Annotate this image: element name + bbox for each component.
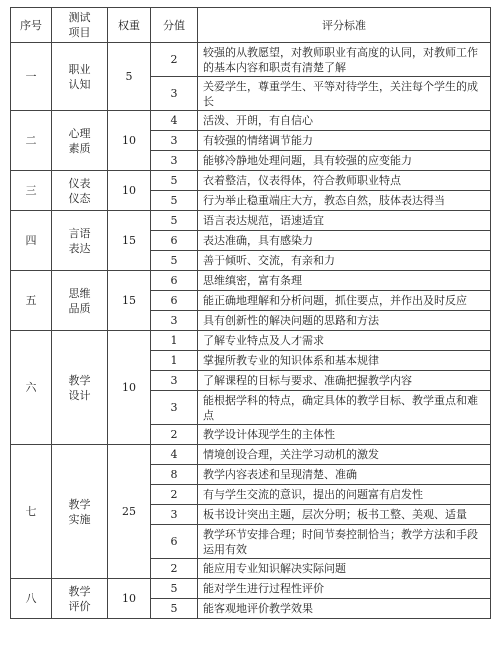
row-score: 1 [151,351,198,371]
group-item: 职业 认知 [52,43,108,111]
row-standard: 行为举止稳重端庄大方，教态自然，肢体表达得当 [198,191,491,211]
row-score: 4 [151,445,198,465]
row-standard: 关爱学生，尊重学生、平等对待学生，关注每个学生的成长 [198,77,491,111]
row-score: 2 [151,485,198,505]
row-standard: 能根据学科的特点，确定具体的教学目标、教学重点和难点 [198,391,491,425]
group-item: 思维 品质 [52,271,108,331]
header-item: 测试 项目 [52,8,108,43]
row-score: 4 [151,111,198,131]
scoring-table [10,7,491,619]
row-standard: 有与学生交流的意识，提出的问题富有启发性 [198,485,491,505]
group-weight: 15 [108,211,151,271]
group-weight: 10 [108,331,151,445]
table-body [11,43,491,619]
row-standard: 能对学生进行过程性评价 [198,579,491,599]
row-score: 8 [151,465,198,485]
row-score: 5 [151,211,198,231]
row-standard: 衣着整洁，仪表得体，符合教师职业特点 [198,171,491,191]
group-item: 仪表 仪态 [52,171,108,211]
header-weight: 权重 [108,8,151,43]
row-standard: 教学环节安排合理；时间节奏控制恰当；教学方法和手段运用有效 [198,525,491,559]
group-index: 六 [11,331,52,445]
table-row [11,445,491,465]
row-score: 5 [151,251,198,271]
row-standard: 表达准确，具有感染力 [198,231,491,251]
table-row [11,271,491,291]
group-index: 一 [11,43,52,111]
row-score: 3 [151,77,198,111]
group-index: 三 [11,171,52,211]
row-standard: 情境创设合理，关注学习动机的激发 [198,445,491,465]
group-index: 二 [11,111,52,171]
table-row [11,579,491,599]
group-weight: 10 [108,111,151,171]
row-standard: 有较强的情绪调节能力 [198,131,491,151]
row-standard: 板书设计突出主题，层次分明；板书工整、美观、适量 [198,505,491,525]
row-standard: 较强的从教愿望，对教师职业有高度的认同，对教师工作的基本内容和职责有清楚了解 [198,43,491,77]
row-standard: 活泼、开朗，有自信心 [198,111,491,131]
group-item: 心理 素质 [52,111,108,171]
group-item: 教学 设计 [52,331,108,445]
row-score: 5 [151,171,198,191]
group-weight: 10 [108,171,151,211]
row-standard: 能应用专业知识解决实际问题 [198,559,491,579]
row-score: 3 [151,371,198,391]
group-index: 八 [11,579,52,619]
row-standard: 能够冷静地处理问题，具有较强的应变能力 [198,151,491,171]
row-score: 6 [151,525,198,559]
group-item: 教学 实施 [52,445,108,579]
row-standard: 善于倾听、交流，有亲和力 [198,251,491,271]
row-score: 3 [151,391,198,425]
row-score: 6 [151,271,198,291]
row-standard: 教学内容表述和呈现清楚、准确 [198,465,491,485]
group-weight: 5 [108,43,151,111]
row-standard: 能客观地评价教学效果 [198,599,491,619]
row-score: 3 [151,505,198,525]
group-index: 五 [11,271,52,331]
group-weight: 10 [108,579,151,619]
group-weight: 25 [108,445,151,579]
row-score: 3 [151,311,198,331]
row-score: 5 [151,599,198,619]
scoring-table-container [10,7,490,619]
table-row [11,111,491,131]
row-score: 5 [151,191,198,211]
row-score: 6 [151,291,198,311]
row-score: 5 [151,579,198,599]
row-standard: 掌握所教专业的知识体系和基本规律 [198,351,491,371]
row-score: 1 [151,331,198,351]
header-score: 分值 [151,8,198,43]
table-row [11,331,491,351]
row-score: 2 [151,43,198,77]
group-index: 四 [11,211,52,271]
table-row [11,211,491,231]
row-standard: 能正确地理解和分析问题，抓住要点，并作出及时反应 [198,291,491,311]
row-score: 2 [151,559,198,579]
row-standard: 思维缜密，富有条理 [198,271,491,291]
header-row [11,8,491,43]
row-standard: 教学设计体现学生的主体性 [198,425,491,445]
table-row [11,43,491,77]
row-score: 3 [151,131,198,151]
row-score: 3 [151,151,198,171]
row-score: 6 [151,231,198,251]
row-standard: 了解课程的目标与要求、准确把握教学内容 [198,371,491,391]
row-standard: 语言表达规范，语速适宜 [198,211,491,231]
row-standard: 具有创新性的解决问题的思路和方法 [198,311,491,331]
group-item: 言语 表达 [52,211,108,271]
group-weight: 15 [108,271,151,331]
header-index: 序号 [11,8,52,43]
table-row [11,171,491,191]
group-item: 教学 评价 [52,579,108,619]
row-standard: 了解专业特点及人才需求 [198,331,491,351]
header-standard: 评分标准 [198,8,491,43]
row-score: 2 [151,425,198,445]
group-index: 七 [11,445,52,579]
